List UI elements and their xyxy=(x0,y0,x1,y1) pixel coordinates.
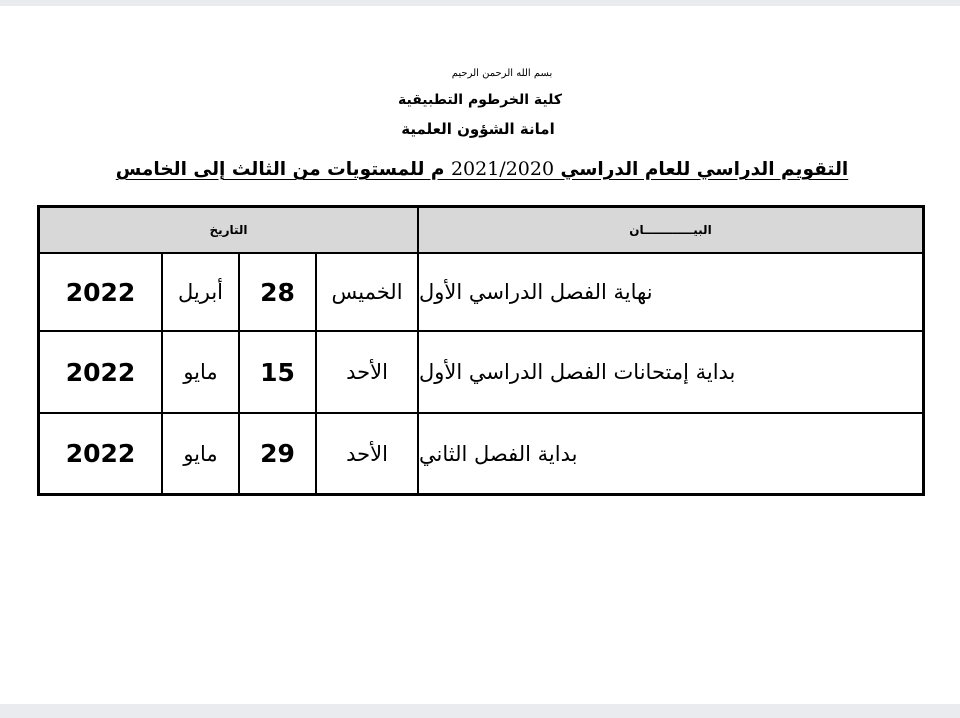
row-3-description: بداية الفصل الثاني xyxy=(419,441,578,466)
document-page xyxy=(0,6,960,704)
title-part-2: م للمستويات من الثالث إلى الخامس xyxy=(115,159,445,180)
row-3-day: الأحد xyxy=(346,441,388,466)
column-header-date: التاريخ xyxy=(40,208,417,252)
calendar-table xyxy=(37,205,925,496)
row-2-year: 2022 xyxy=(65,357,136,387)
row-3-year: 2022 xyxy=(65,439,136,468)
office-name: امانة الشؤون العلمية xyxy=(401,120,555,138)
row-3-month: مايو xyxy=(183,441,218,466)
bismillah-text: بسم الله الرحمن الرحيم xyxy=(451,68,553,79)
title-part-1: التقويم الدراسي للعام الدراسي xyxy=(560,159,849,180)
row-2-day: الأحد xyxy=(346,360,388,384)
college-name: كلية الخرطوم التطبيقية xyxy=(397,92,562,108)
title-year: 2021/2020 xyxy=(450,158,555,180)
row-1-month: أبريل xyxy=(178,280,224,304)
document-title xyxy=(64,158,900,180)
row-3-date: 29 xyxy=(260,439,295,468)
row-1-date: 28 xyxy=(260,277,295,307)
column-header-statement: البيــــــــــــان xyxy=(419,208,922,252)
row-2-description: بداية إمتحانات الفصل الدراسي الأول xyxy=(419,360,736,384)
row-1-year: 2022 xyxy=(65,277,136,307)
row-2-date: 15 xyxy=(260,357,295,387)
row-2-month: مايو xyxy=(183,360,218,384)
row-1-day: الخميس xyxy=(331,280,403,304)
row-1-description: نهاية الفصل الدراسي الأول xyxy=(419,280,653,304)
